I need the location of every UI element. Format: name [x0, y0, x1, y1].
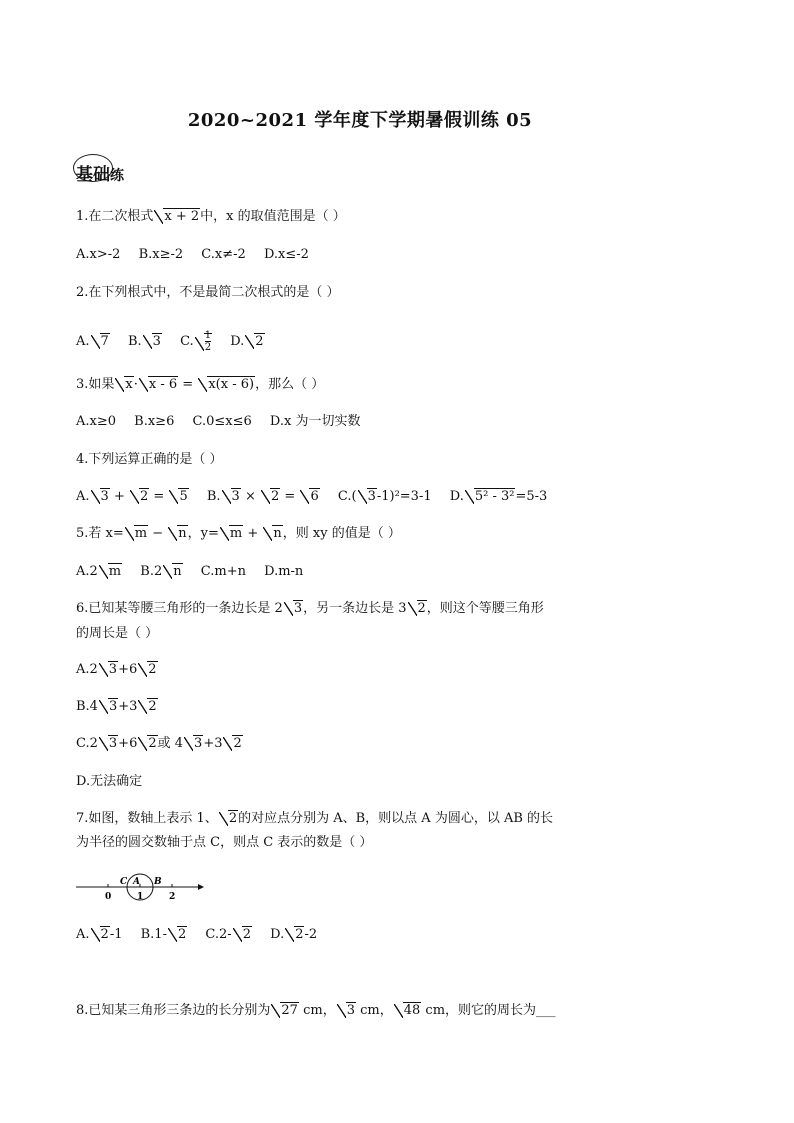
question-6-option-d: D.无法确定 — [76, 774, 143, 789]
label-c: C — [120, 877, 128, 887]
label-2: 2 — [169, 892, 176, 902]
question-7-line-1: 7.如图，数轴上表示 1、 2的对应点分别为 A、B，则以点 A 为圆心，以 AB 的长 — [76, 811, 554, 826]
question-2-options — [76, 330, 279, 353]
option-d: D.x≤-2 — [263, 247, 309, 262]
option-d: D.x 为一切实数 — [269, 414, 361, 429]
question-4: 4.下列运算正确的是（ ） — [76, 452, 223, 467]
question-3: 3.如果 x· x - 6 = x(x - 6)，那么（ ） — [76, 377, 325, 392]
option-c: C.0≤x≤6 — [192, 414, 252, 429]
question-6-option-b: B.4 3+3 2 — [76, 699, 157, 714]
label-a: A — [133, 877, 140, 887]
question-7-options — [76, 926, 331, 944]
question-7-line-2: 为半径的圆交数轴于点 C，则点 C 表示的数是（ ） — [76, 835, 373, 850]
question-3-options — [76, 413, 374, 431]
option-b: B.2 n — [140, 564, 182, 579]
number-line-figure — [76, 872, 206, 902]
question-1-options — [76, 246, 323, 264]
option-c: C. $\frac{1}{2}$ — [180, 330, 212, 353]
option-b: B.x≥6 — [134, 414, 175, 429]
option-c: C.m+n — [200, 564, 246, 579]
question-2: 2.在下列根式中，不是最简二次根式的是（ ） — [76, 285, 340, 300]
question-5: 5.若 x= m − n，y= m + n，则 xy 的值是（ ） — [76, 526, 401, 541]
option-d: D. 2-2 — [270, 927, 318, 942]
option-c: C.x≠-2 — [201, 247, 246, 262]
option-d: D.m-n — [264, 564, 304, 579]
option-a: A. 7 — [76, 334, 109, 349]
option-a: A. 3 + 2 = 5 — [76, 489, 188, 504]
question-6-line-2: 的周长是（ ） — [76, 626, 159, 641]
option-a: A.2 m — [76, 564, 122, 579]
question-5-options — [76, 563, 317, 581]
label-b: B — [154, 877, 162, 887]
question-6-option-c: C.2 3+6 2或 4 3+3 2 — [76, 736, 242, 751]
option-c: C.2- 2 — [205, 927, 251, 942]
question-4-options — [76, 488, 561, 506]
option-c: C.( 3-1)²=3-1 — [337, 489, 432, 504]
label-1: 1 — [137, 892, 144, 902]
option-d: D. 2 — [230, 334, 264, 349]
option-b: B. 3 × 2 = 6 — [206, 489, 319, 504]
option-a: A.x≥0 — [76, 414, 117, 429]
section-label: 基础练 — [76, 160, 124, 185]
option-b: B.1- 2 — [140, 927, 187, 942]
question-6-option-a: A.2 3+6 2 — [76, 662, 157, 677]
question-1: 1.在二次根式 x + 2中，x 的取值范围是（ ） — [76, 209, 346, 224]
arrow-icon — [198, 884, 204, 890]
option-d: D. 5² - 3²=5-3 — [449, 489, 548, 504]
label-0: 0 — [105, 892, 112, 902]
question-8: 8.已知某三角形三条边的长分别为 27 cm， 3 cm， 48 cm，则它的周长为___ — [76, 1003, 556, 1018]
option-a: A.x>-2 — [76, 247, 121, 262]
option-b: B.x≥-2 — [138, 247, 184, 262]
question-6-line-1: 6.已知某等腰三角形的一条边长是 2 3，另一条边长是 3 2，则这个等腰三角形 — [76, 601, 544, 616]
option-a: A. 2-1 — [76, 927, 123, 942]
option-b: B. 3 — [127, 334, 161, 349]
page-title: 2020~2021 学年度下学期暑假训练 05 — [187, 110, 533, 131]
